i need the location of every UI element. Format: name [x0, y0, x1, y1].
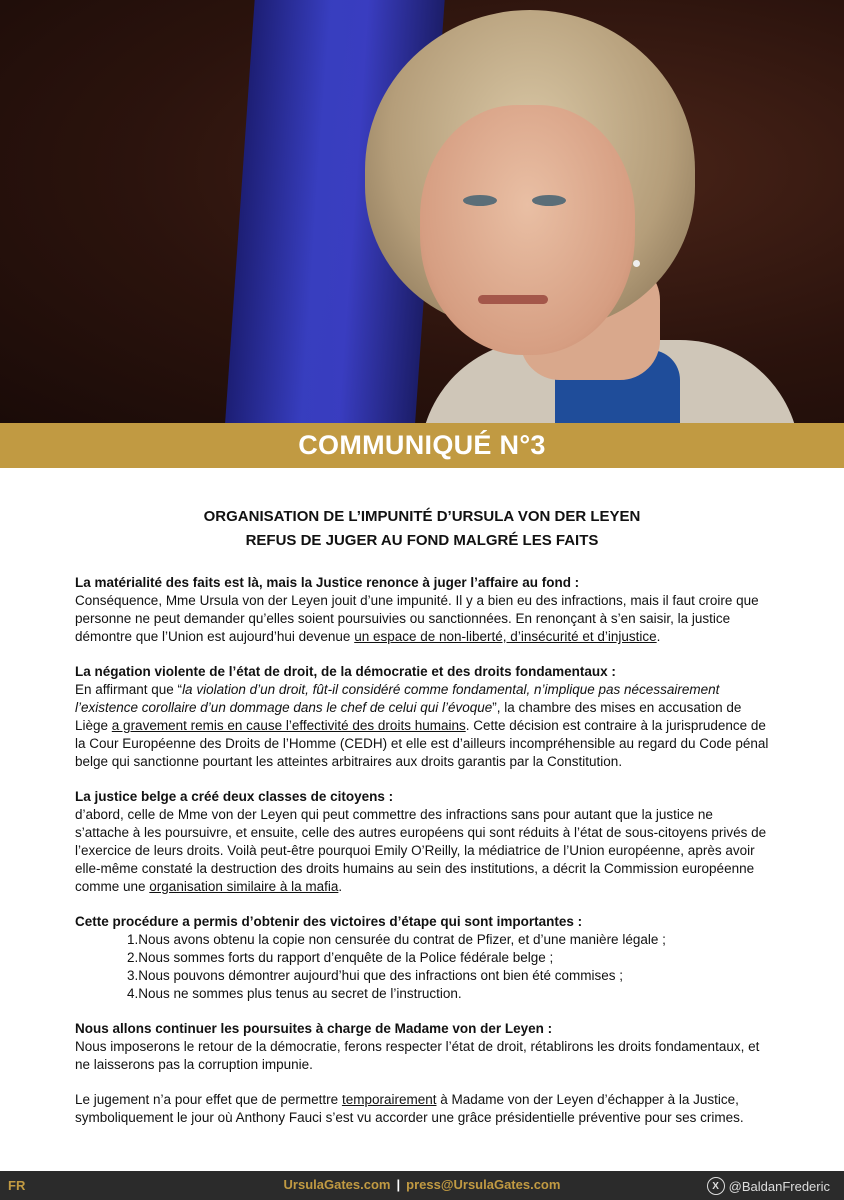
email-link[interactable]: press@UrsulaGates.com [406, 1177, 561, 1192]
face-shape [420, 105, 635, 355]
list-item: 2.Nous sommes forts du rapport d’enquête de la Police fédérale belge ; [127, 950, 554, 965]
underlined-text: temporairement [341, 1092, 437, 1107]
earring-shape [633, 260, 640, 267]
title-banner [0, 423, 844, 468]
section-heading: Nous allons continuer les poursuites à charge de Madame von der Leyen : [75, 1021, 553, 1036]
paragraph-text: . [338, 879, 343, 894]
handle-text: @BaldanFrederic [728, 1178, 830, 1194]
paragraph-text: d’abord, celle de Mme von der Leyen qui peut commettre des infractions sans pour autant que la justice ne s’attache à les poursuivre, et ensuite, celle des autres européens qui sont réduits à l’état de sous-citoyens privés de l’exercice de leurs droits. Voilà peut-être pourquoi Emily O’Reilly, la médiatrice de l’Union européenne, après avoir elle-même constaté la destruction des droits humains au sein des institutions, a décrit la Commission européenne comme une [75, 807, 767, 894]
underlined-text: a gravement remis en cause l’effectivité des droits humains [111, 718, 466, 733]
body-content [75, 574, 770, 1144]
section-paragraph [75, 592, 770, 646]
quoted-text: la violation d’un droit, fût-il considéré comme fondamental, n’implique pas nécessairement l’existence corollaire d’un dommage dans le chef de celui qui l’évoque [75, 682, 720, 715]
language-label: FR [8, 1178, 26, 1193]
section-paragraph [75, 681, 770, 771]
paragraph-text: ”, la chambre des mises en accusation de Liège [75, 700, 742, 733]
headline-line-2: REFUS DE JUGER AU FOND MALGRÉ LES FAITS [245, 532, 599, 549]
section-paragraph [75, 806, 770, 896]
victories-list [75, 931, 770, 1003]
social-handle[interactable] [707, 1177, 830, 1195]
headline [0, 505, 844, 553]
headline-line-1: ORGANISATION DE L’IMPUNITÉ D’URSULA VON DER LEYEN [203, 508, 641, 525]
paragraph-text: . [656, 629, 661, 644]
section-heading: La négation violente de l’état de droit, de la démocratie et des droits fondamentaux : [75, 664, 616, 679]
underlined-text: organisation similaire à la mafia [149, 879, 339, 894]
paragraph-text: . Cette décision est contraire à la jurisprudence de la Cour Européenne des Droits de l’Homme (CEDH) et elle est d’ailleurs incompréhensible au regard du Code pénal belge qui sanctionne pourtant les atteintes arbitraires aux droits garantis par la Constitution. [75, 718, 769, 769]
paragraph-text: Le jugement n’a pour effet que de permettre [75, 1092, 342, 1107]
paragraph-text: Conséquence, Mme Ursula von der Leyen jouit d’une impunité. Il y a bien eu des infractions, mais il faut croire que personne ne peut demander qu’elles soient poursuivies ou sanctionnées. En renonçant à s’en saisir, la justice démontre que l’Union est aujourd’hui devenue [75, 593, 759, 644]
communique-title: COMMUNIQUÉ N°3 [298, 430, 546, 460]
footer-bar [0, 1171, 844, 1200]
section-paragraph: Nous imposerons le retour de la démocratie, ferons respecter l’état de droit, rétablirons les droits fondamentaux, et ne laisserons pas la corruption impunie. [75, 1039, 760, 1072]
website-link[interactable]: UrsulaGates.com [283, 1177, 391, 1192]
section-victories [75, 913, 770, 1003]
right-eye-shape [532, 195, 566, 206]
list-item: 3.Nous pouvons démontrer aujourd’hui que des infractions ont bien été commises ; [127, 968, 624, 983]
section-facts [75, 574, 770, 646]
section-rule-of-law [75, 663, 770, 771]
paragraph-text: En affirmant que “ [75, 682, 183, 697]
underlined-text: un espace de non-liberté, d’insécurité et d’injustice [354, 629, 657, 644]
section-heading: La justice belge a créé deux classes de citoyens : [75, 789, 394, 804]
left-eye-shape [463, 195, 497, 206]
section-conclusion [75, 1091, 770, 1127]
mouth-shape [478, 295, 548, 304]
section-paragraph [75, 1091, 770, 1127]
paragraph-text: à Madame von der Leyen d’échapper à la Justice, symboliquement le jour où Anthony Fauci s’est vu accorder une grâce présidentielle préventive pour ses crimes. [75, 1092, 744, 1125]
section-heading: Cette procédure a permis d’obtenir des victoires d’étape qui sont importantes : [75, 914, 583, 929]
list-item: 4.Nous ne sommes plus tenus au secret de l’instruction. [127, 986, 462, 1001]
header-photo [0, 0, 844, 423]
x-logo-icon: X [707, 1177, 725, 1195]
section-heading: La matérialité des faits est là, mais la Justice renonce à juger l’affaire au fond : [75, 575, 580, 590]
footer-separator: | [396, 1177, 401, 1192]
list-item: 1.Nous avons obtenu la copie non censurée du contrat de Pfizer, et d’une manière légale ; [127, 932, 666, 947]
section-two-classes [75, 788, 770, 896]
section-continue [75, 1020, 770, 1074]
